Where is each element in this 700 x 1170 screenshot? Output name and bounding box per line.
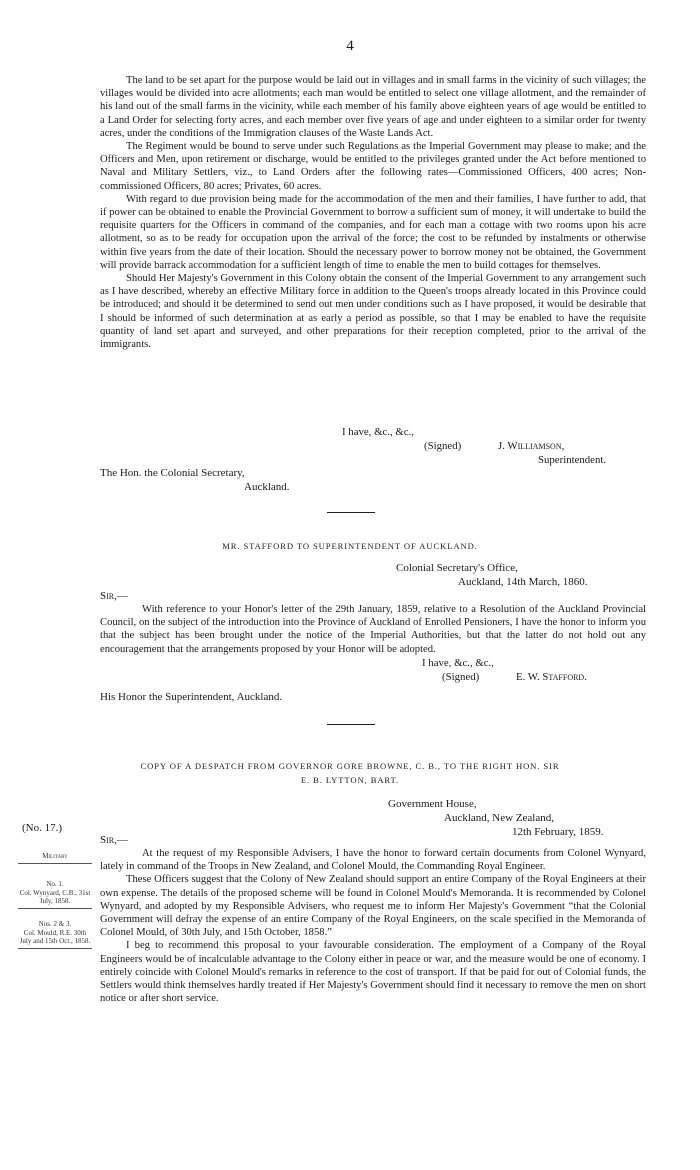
- letter3-place: Auckland, New Zealand,: [444, 812, 554, 824]
- letter1-paragraph: The land to be set apart for the purpose would be laid out in villages and in small farms in the vicinity of such villages; the villages would be divided into acre allotments; each man would be entitled to select one village allotment, and the remainder of his land out of the small farms in the vicinity, while each member of his family above eighteen years of age would be entitled to a Land Order for selecting forty acres, and each member over five years of age and under eighteen to a similar order for twenty acres, under the conditions of the Immigration clauses of the Waste Lands Act.: [100, 75, 646, 139]
- page-number: 4: [346, 38, 354, 54]
- letter1-paragraph: With regard to due provision being made for the accommodation of the men and their families, I have further to add, that if power can be obtained to enable the Provincial Government to borrow a sufficient sum of money, it will undertake to build the requisite quarters for the Officers in command of the companies, and for each man a cottage with two rooms upon his acre allotment, so as to be ready for occupation upon the arrival of the force; the cost to be refunded by instalments or otherwise within five years from the date of their location. Should the necessary power to borrow money not be obtained, the Government will provide barrack accommodation for a sufficient length of time to enable the men to build cottages for themselves.: [100, 193, 646, 271]
- letter1-paragraph: Should Her Majesty's Government in this Colony obtain the consent of the Imperial Government to any arrangement such as I have described, whereby an effective Military force in addition to the Queen's troops already located in this Province could be introduced; and should it be determined to send out men under conditions such as I have proposed, it would be desirable that I should be informed of such determination at as early a period as possible, so that I may be enabled to have the requisite quantity of land set apart and surveyed, and other preparations for their reception completed, prior to the arrival of the immigrants.: [100, 273, 646, 351]
- letter2-heading: MR. STAFFORD TO SUPERINTENDENT OF AUCKLAND.: [222, 541, 478, 551]
- margin-note-enclosure-1: [18, 880, 92, 912]
- margin-note-military: [18, 852, 92, 867]
- letter2-signed: (Signed): [442, 671, 480, 683]
- letter2-date: Auckland, 14th March, 1860.: [458, 576, 588, 588]
- letter1-signed: (Signed): [424, 440, 462, 452]
- margin-enc2-text: Col. Mould, R.E. 30th July and 15th Oct., 1858.: [18, 929, 92, 949]
- letter2-body: [100, 603, 646, 656]
- letter3-paragraph: I beg to recommend this proposal to your favourable consideration. The employment of a Company of the Royal Engineers would be of incalculable advantage to the Colony either in peace or war, and the measure would be one of economy. I entirely coincide with Colonel Mould's remarks in reference to the cost of transport. If that be paid for out of Colonial funds, the Settlers would think themselves hardly treated if Her Majesty's Government should find it necessary to remove the men on short notice or after short service.: [100, 940, 646, 1005]
- letter2-paragraph: With reference to your Honor's letter of the 29th January, 1859, relative to a Resolution of the Auckland Provincial Council, on the subject of the introduction into the Province of Auckland of Enrolled Pensioners, I have the honor to inform you that the subject has been brought under the notice of the Imperial Authorities, but that the latter do not hold out any encouragement that the arrangements proposed by your Honor will be adopted.: [100, 604, 646, 655]
- letter1-closing: I have, &c., &c.,: [342, 426, 414, 438]
- letter1-paragraph: The Regiment would be bound to serve under such Regulations as the Imperial Government may please to make; and the Officers and Men, upon retirement or discharge, would be entitled to the privileges granted under the Act before mentioned to Naval and Military Settlers, viz., to Land Orders after the following rates—Commissioned Officers, 400 acres; Non-commissioned Officers, 80 acres; Privates, 60 acres.: [100, 141, 646, 192]
- margin-military-label: Military: [18, 852, 92, 864]
- margin-note-enclosure-2: [18, 920, 92, 952]
- divider-rule: [327, 724, 375, 725]
- letter3-salutation: Sir,—: [100, 834, 128, 846]
- letter3-heading-line1: COPY OF A DESPATCH FROM GOVERNOR GORE BROWNE, C. B., TO THE RIGHT HON. SIR: [140, 761, 560, 771]
- margin-enc2-number: Nos. 2 & 3.: [38, 920, 72, 928]
- letter2-salutation: Sir,—: [100, 590, 128, 602]
- letter3-paragraph: These Officers suggest that the Colony of New Zealand should support an entire Company of the Royal Engineers at their own expense. The details of the proposed scheme will be found in Colonel Mould's Memoranda. It is recommended by Colonel Wynyard, and adopted by my Responsible Advisers, who request me to inform Her Majesty's Government “that the Colonial Government will defray the expense of an entire Company of the Royal Engineers, on the scale specified in the Memoranda of Colonel Mould, of 30th July, and 15th October, 1858.”: [100, 874, 646, 939]
- letter1-addressee-line1: The Hon. the Colonial Secretary,: [100, 467, 245, 479]
- letter1-body: [100, 74, 646, 351]
- despatch-number: (No. 17.): [22, 822, 63, 834]
- letter2-signatory: E. W. Stafford.: [516, 671, 587, 683]
- letter3-body: [100, 847, 646, 1005]
- letter2-addressee: His Honor the Superintendent, Auckland.: [100, 691, 283, 703]
- letter1-signatory: J. Williamson,: [498, 440, 565, 452]
- letter2-closing: I have, &c., &c.,: [422, 657, 494, 669]
- letter2-office: Colonial Secretary's Office,: [396, 562, 518, 574]
- margin-enc1-number: No. 1.: [46, 880, 64, 888]
- letter3-paragraph: At the request of my Responsible Advisers, I have the honor to forward certain documents from Colonel Wynyard, lately in command of the Troops in New Zealand, and Colonel Mould, the Commanding Royal Engineer.: [100, 848, 646, 873]
- letter3-date: 12th February, 1859.: [512, 826, 604, 838]
- letter1-signatory-title: Superintendent.: [538, 454, 607, 466]
- letter3-office: Government House,: [388, 798, 477, 810]
- letter3-heading-line2: E. B. LYTTON, BART.: [300, 775, 400, 785]
- letter1-addressee-line2: Auckland.: [244, 481, 290, 493]
- margin-enc1-text: Col. Wynyard, C.B., 31st July, 1858.: [18, 889, 92, 909]
- divider-rule: [327, 512, 375, 513]
